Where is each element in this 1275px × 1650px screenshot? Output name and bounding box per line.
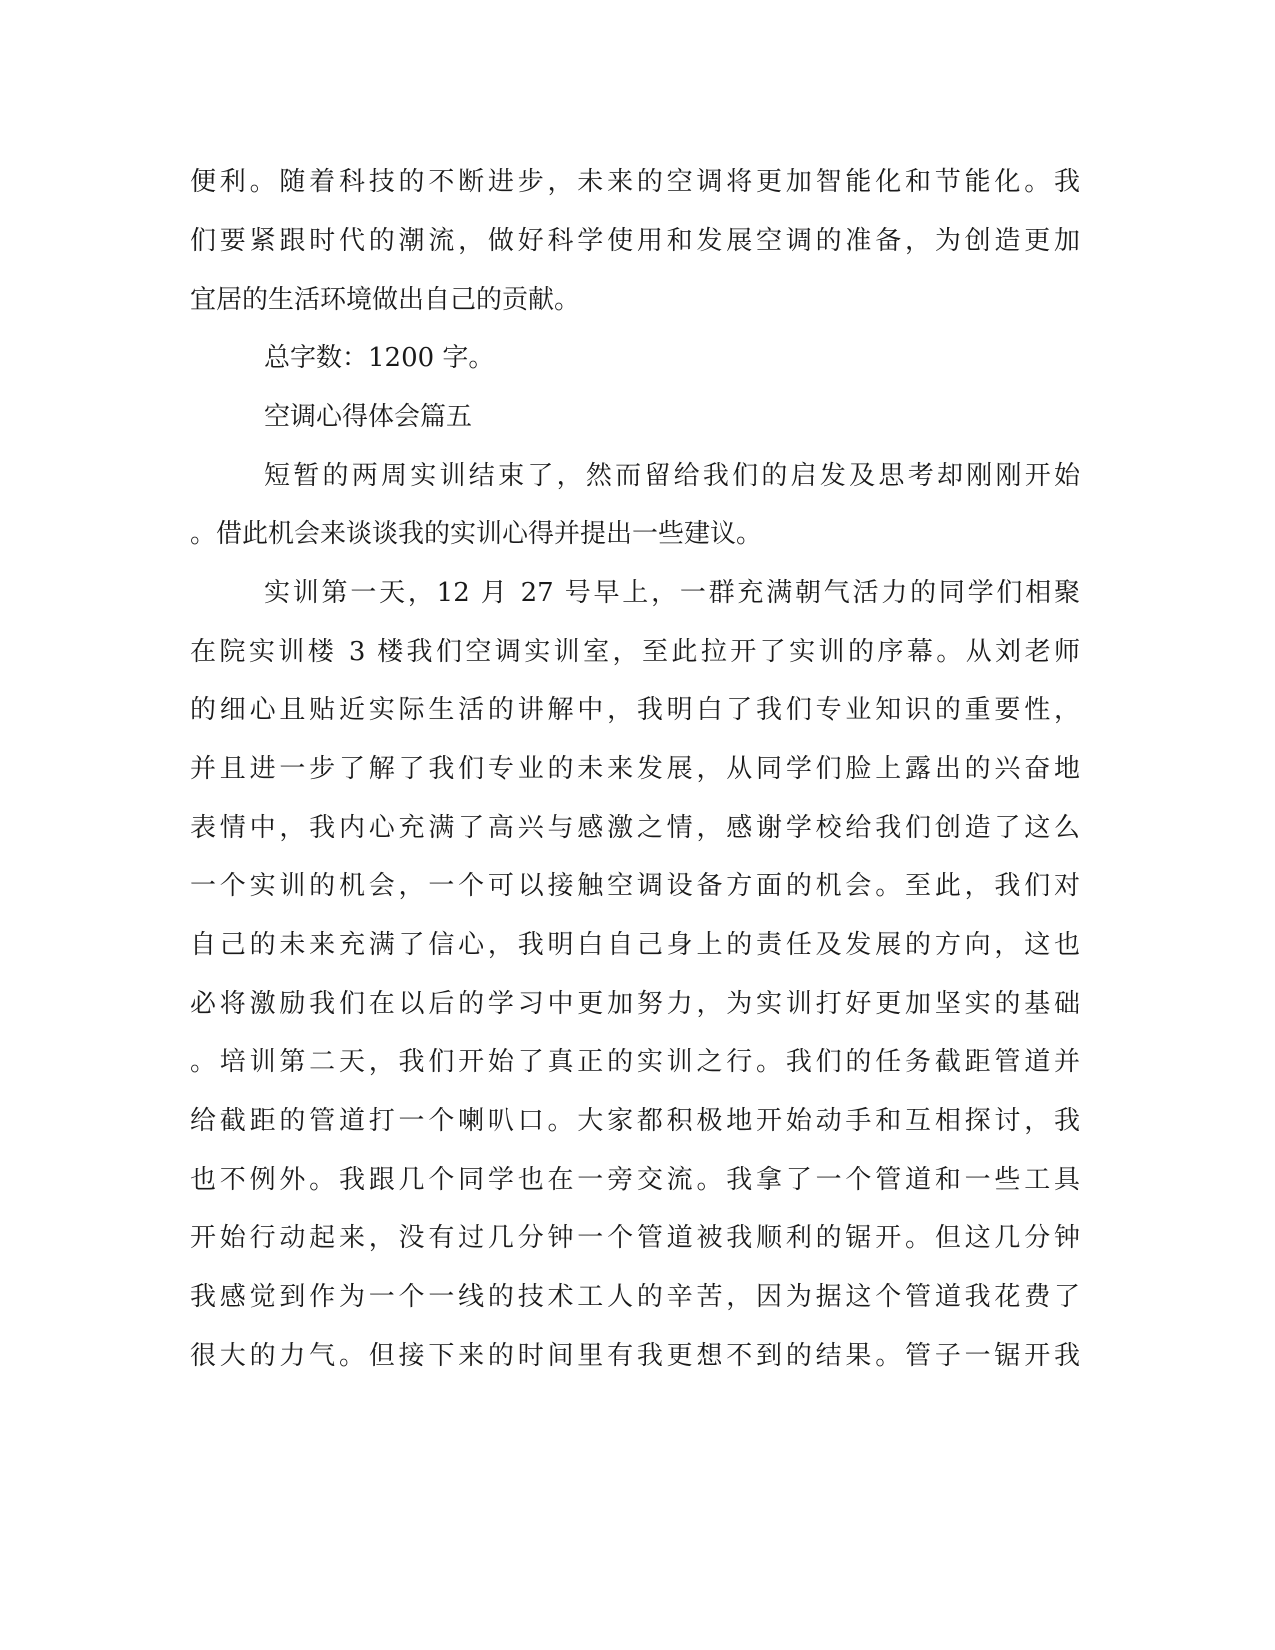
- text-line-1: 便利。随着科技的不断进步，未来的空调将更加智能化和节能化。我: [190, 167, 1080, 197]
- text-line-19: 开始行动起来，没有过几分钟一个管道被我顺利的锯开。但这几分钟: [190, 1223, 1080, 1253]
- text-line-6: 短暂的两周实训结束了，然而留给我们的启发及思考却刚刚开始: [264, 461, 1080, 491]
- text-line-11: 并且进一步了解了我们专业的未来发展，从同学们脸上露出的兴奋地: [190, 754, 1080, 784]
- section-heading: 空调心得体会篇五: [264, 402, 473, 432]
- text-line-9: 在院实训楼 3 楼我们空调实训室，至此拉开了实训的序幕。从刘老师: [190, 637, 1080, 667]
- text-line-10: 的细心且贴近实际生活的讲解中，我明白了我们专业知识的重要性，: [190, 695, 1080, 725]
- text-line-13: 一个实训的机会，一个可以接触空调设备方面的机会。至此，我们对: [190, 871, 1080, 901]
- text-line-2: 们要紧跟时代的潮流，做好科学使用和发展空调的准备，为创造更加: [190, 226, 1080, 256]
- text-line-17: 给截距的管道打一个喇叭口。大家都积极地开始动手和互相探讨，我: [190, 1106, 1080, 1136]
- text-line-3: 宜居的生活环境做出自己的贡献。: [190, 285, 581, 315]
- word-count-line: 总字数：1200 字。: [264, 343, 495, 373]
- text-line-21: 很大的力气。但接下来的时间里有我更想不到的结果。管子一锯开我: [190, 1341, 1080, 1371]
- text-line-8: 实训第一天，12 月 27 号早上，一群充满朝气活力的同学们相聚: [264, 578, 1080, 608]
- text-line-18: 也不例外。我跟几个同学也在一旁交流。我拿了一个管道和一些工具: [190, 1165, 1080, 1195]
- text-line-14: 自己的未来充满了信心，我明白自己身上的责任及发展的方向，这也: [190, 930, 1080, 960]
- text-line-15: 必将激励我们在以后的学习中更加努力，为实训打好更加坚实的基础: [190, 989, 1080, 1019]
- text-line-20: 我感觉到作为一个一线的技术工人的辛苦，因为据这个管道我花费了: [190, 1282, 1080, 1312]
- text-line-16: 。培训第二天，我们开始了真正的实训之行。我们的任务截距管道并: [190, 1047, 1080, 1077]
- text-line-12: 表情中，我内心充满了高兴与感激之情，感谢学校给我们创造了这么: [190, 813, 1080, 843]
- text-line-7: 。借此机会来谈谈我的实训心得并提出一些建议。: [190, 519, 763, 549]
